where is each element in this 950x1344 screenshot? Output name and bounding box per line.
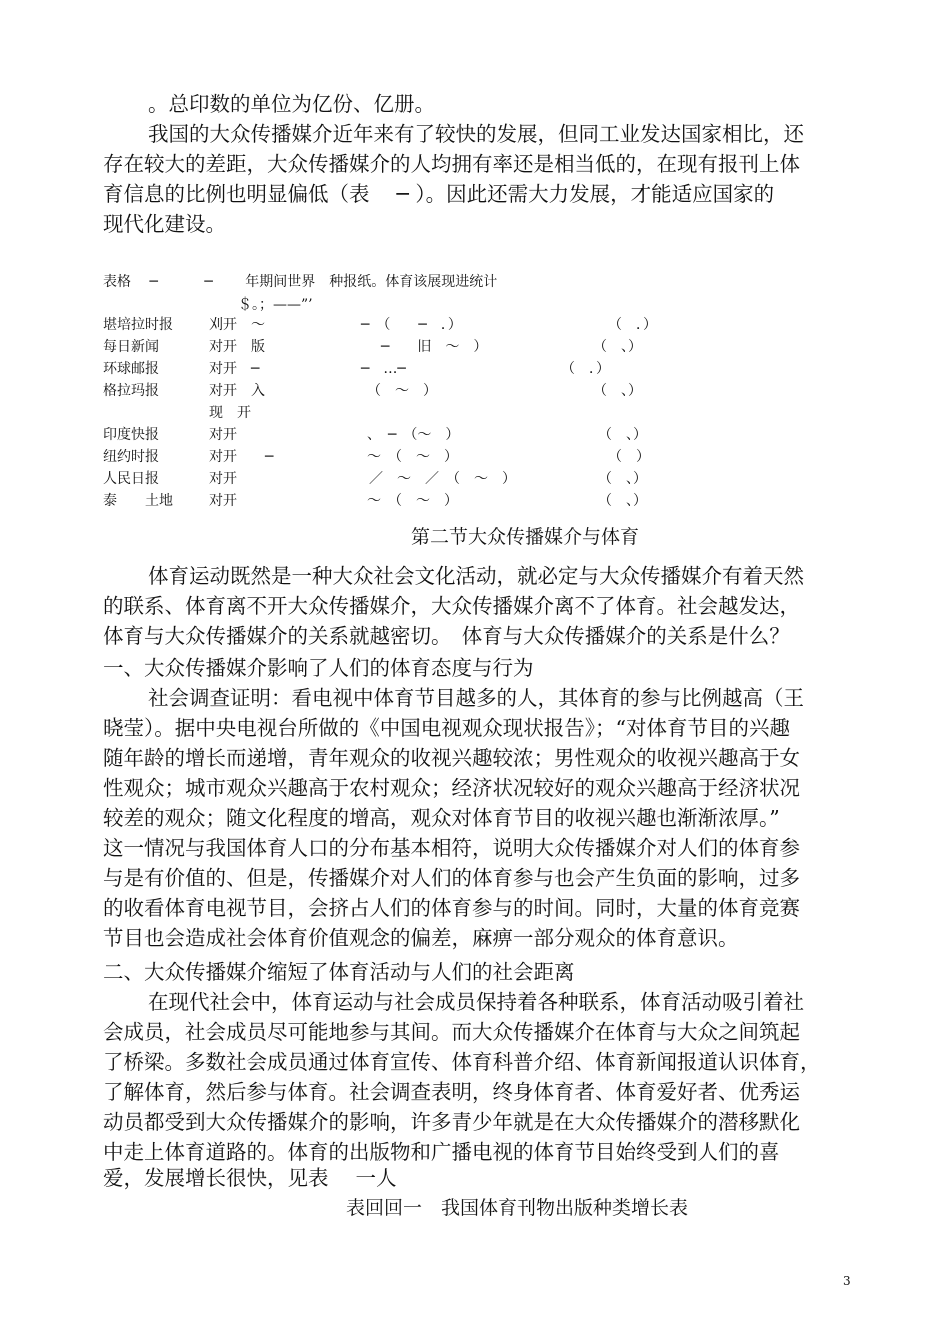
paragraph-line: 现代化建设。	[103, 212, 226, 236]
paragraph-line: 体育与大众传播媒介的关系就越密切。 体育与大众传播媒介的关系是什么？	[103, 624, 790, 648]
table-cell: ／ ～ ／ （ ～ ）	[369, 471, 516, 487]
table-caption: 表回回一 我国体育刊物出版种类增长表	[346, 1197, 689, 1219]
table-cell: 对开	[209, 471, 237, 487]
table-cell: 格拉玛报	[103, 383, 159, 399]
table-row	[103, 314, 703, 336]
paragraph-line: 社会调查证明：看电视中体育节目越多的人，其体育的参与比例越高（王	[148, 686, 804, 710]
table-row	[103, 380, 703, 402]
paragraph-line: 晓莹）。据中央电视台所做的《中国电视观众现状报告》；“对体育节目的兴趣	[103, 716, 790, 740]
subsection-heading: 二、大众传播媒介缩短了体育活动与人们的社会距离	[103, 960, 575, 984]
table-cell: 对开 版	[209, 339, 265, 355]
table-cell: （ ．）	[561, 361, 610, 377]
table-cell: （ ～ ）	[367, 383, 437, 399]
table-cell: 泰 土地	[103, 493, 173, 509]
table-cell: 、 ─ （～ ）	[367, 427, 460, 443]
table-cell: 纽约时报	[103, 449, 159, 465]
table-row	[103, 424, 703, 446]
table-cell: ～ （ ～ ）	[367, 449, 458, 465]
table-cell: 对开 ─	[209, 361, 260, 377]
table-row	[103, 490, 703, 512]
paragraph-line: 与是有价值的、但是，传播媒介对人们的体育参与也会产生负面的影响，过多	[103, 866, 800, 890]
table-cell: 对开 入	[209, 383, 265, 399]
paragraph-line: 较差的观众；随文化程度的增高，观众对体育节目的收视兴趣也渐渐浓厚。”	[103, 806, 780, 830]
paragraph-line: 爱，发展增长很快，见表 一人	[103, 1166, 397, 1190]
paragraph-line: 随年龄的增长而递增，青年观众的收视兴趣较浓；男性观众的收视兴趣高于女	[103, 746, 800, 770]
table-cell: 环球邮报	[103, 361, 159, 377]
paragraph-line: 节目也会造成社会体育价值观念的偏差，麻痹一部分观众的体育意识。	[103, 926, 739, 950]
table-row	[103, 336, 703, 358]
table-cell: （ ．）	[608, 317, 657, 333]
subsection-heading: 一、大众传播媒介影响了人们的体育态度与行为	[103, 656, 534, 680]
table-row	[103, 468, 703, 490]
table-cell: ～ （ ～ ）	[367, 493, 458, 509]
table-cell: 对开 ─	[209, 449, 274, 465]
page-number: 3	[843, 1274, 851, 1288]
table-cell: ─ 旧 ～ ）	[381, 339, 488, 355]
table-cell: （ 、）	[593, 339, 642, 355]
table-cell: （ 、）	[593, 383, 642, 399]
table-cell: 刈开 ～	[209, 317, 265, 333]
paragraph-line: 育信息的比例也明显偏低（表 ─ ）。因此还需大力发展，才能适应国家的	[103, 182, 775, 206]
table-cell: 印度快报	[103, 427, 159, 443]
table-cell: 堪培拉时报	[103, 317, 173, 333]
table-cell: 现 开	[209, 405, 251, 421]
paragraph-line: 在现代社会中，体育运动与社会成员保持着各种联系，体育活动吸引着社	[148, 990, 804, 1014]
paragraph-line: 了桥梁。多数社会成员通过体育宣传、体育科普介绍、体育新闻报道认识体育，	[103, 1050, 821, 1074]
table-cell: 对开	[209, 493, 237, 509]
table-subcaption: ＄。；——”’	[238, 297, 313, 313]
paragraph-line: 。总印数的单位为亿份、亿册。	[148, 92, 435, 116]
table-cell: 人民日报	[103, 471, 159, 487]
table-row	[103, 446, 703, 468]
table-cell: （ 、）	[598, 471, 647, 487]
paragraph-line: 中走上体育道路的。体育的出版物和广播电视的体育节目始终受到人们的喜	[103, 1140, 780, 1164]
table-cell: （ 、）	[598, 427, 647, 443]
table-cell: 对开	[209, 427, 237, 443]
table-cell: （ ）	[608, 449, 650, 465]
paragraph-line: 这一情况与我国体育人口的分布基本相符，说明大众传播媒介对人们的体育参	[103, 836, 800, 860]
paragraph-line: 动员都受到大众传播媒介的影响，许多青少年就是在大众传播媒介的潜移默化	[103, 1110, 800, 1134]
paragraph-line: 会成员，社会成员尽可能地参与其间。而大众传播媒介在体育与大众之间筑起	[103, 1020, 800, 1044]
table-cell: ─ …─	[361, 361, 406, 377]
paragraph-line: 体育运动既然是一种大众社会文化活动，就必定与大众传播媒介有着天然	[148, 564, 804, 588]
table-cell: （ 、）	[598, 493, 647, 509]
table-caption: 表格 ─ ─ 年期间世界 种报纸。体育该展现进统计	[103, 274, 498, 290]
section-title: 第二节大众传播媒介与体育	[411, 526, 640, 548]
paragraph-line: 了解体育，然后参与体育。社会调查表明，终身体育者、体育爱好者、优秀运	[103, 1080, 800, 1104]
paragraph-line: 存在较大的差距，大众传播媒介的人均拥有率还是相当低的，在现有报刊上体	[103, 152, 800, 176]
paragraph-line: 的联系、体育离不开大众传播媒介，大众传播媒介离不了体育。社会越发达，	[103, 594, 800, 618]
paragraph-line: 性观众；城市观众兴趣高于农村观众；经济状况较好的观众兴趣高于经济状况	[103, 776, 800, 800]
table-cell: ─ （ ─ ．）	[361, 317, 462, 333]
paragraph-line: 的收看体育电视节目，会挤占人们的体育参与的时间。同时，大量的体育竞赛	[103, 896, 800, 920]
table-cell: 每日新闻	[103, 339, 159, 355]
table-row	[103, 402, 703, 424]
table-row	[103, 358, 703, 380]
paragraph-line: 我国的大众传播媒介近年来有了较快的发展，但同工业发达国家相比，还	[148, 122, 804, 146]
